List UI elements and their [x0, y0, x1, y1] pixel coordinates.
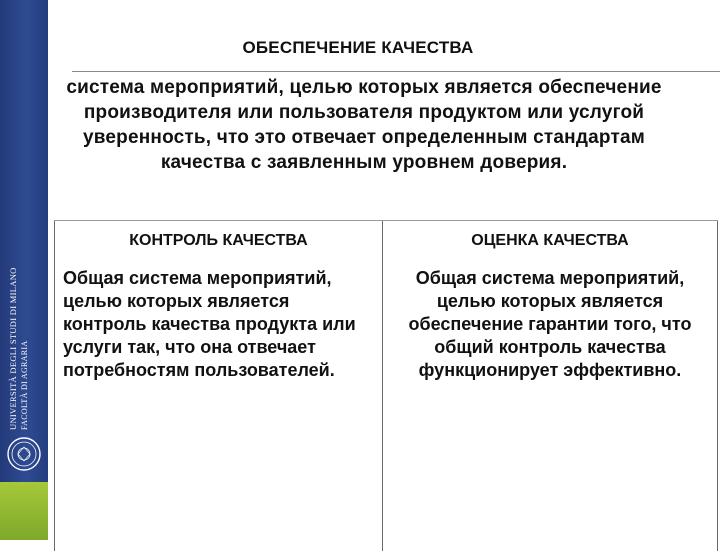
quality-assessment-text: Общая система мероприятий, целью которых является обеспечение гарантии того, что общий контроль качества функционирует эффективно.	[408, 268, 692, 380]
university-seal-icon	[6, 436, 42, 472]
faculty-line: FACOLTÀ DI AGRARIA	[20, 340, 29, 430]
quality-control-header: КОНТРОЛЬ КАЧЕСТВА	[129, 232, 308, 249]
quality-control-text: Общая система мероприятий, целью которых является контроль качества продукта или услуги так, что она отвечает потребностям пользователей.	[63, 268, 356, 380]
comparison-table	[54, 220, 718, 551]
quality-control-column	[54, 221, 383, 551]
sidebar-band	[0, 0, 48, 540]
sidebar-green-band	[0, 482, 48, 540]
slide-title: ОБЕСПЕЧЕНИЕ КАЧЕСТВА	[242, 38, 474, 57]
definition-text: система мероприятий, целью которых является обеспечение производителя или пользователя продуктом или услугой уверенность, что это отвечает определенным стандартам качества с заявленным уровнем доверия.	[66, 77, 662, 173]
university-name	[8, 267, 30, 430]
quality-assessment-header: ОЦЕНКА КАЧЕСТВА	[471, 232, 629, 249]
title-divider	[72, 71, 720, 72]
university-line: UNIVERSITÀ DEGLI STUDI DI MILANO	[8, 267, 18, 430]
quality-assessment-column	[383, 221, 718, 551]
